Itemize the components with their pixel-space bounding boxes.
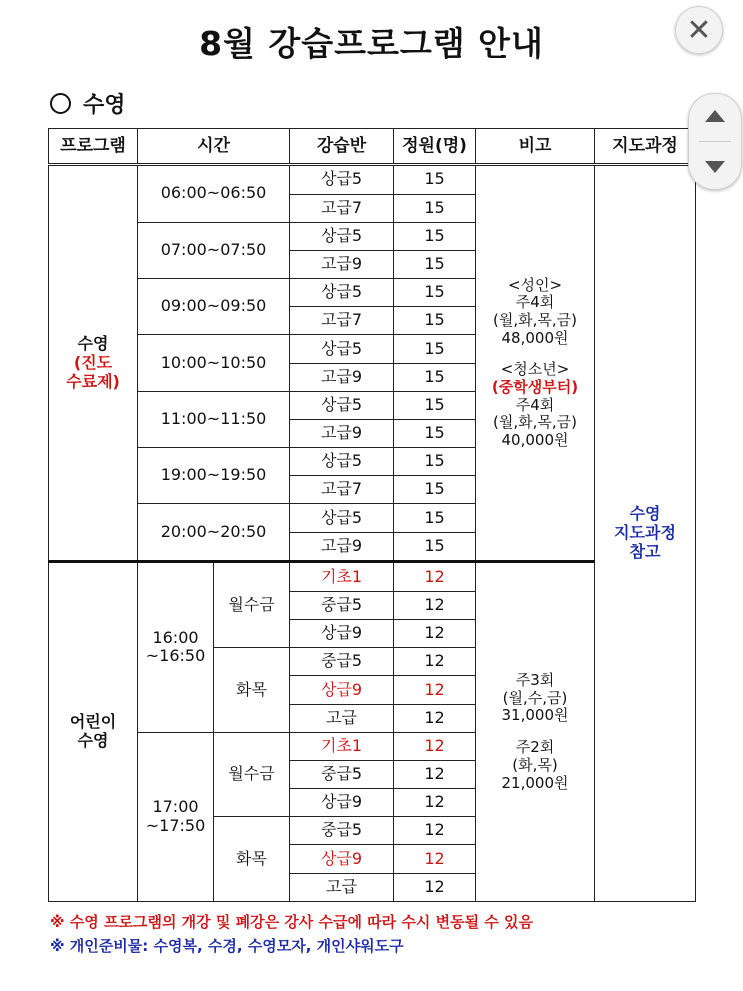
kids-note-cell: 주3회 (월,수,금) 31,000원 주2회 (화,목) 21,000원: [476, 562, 595, 902]
capacity-cell: 15: [394, 222, 476, 250]
class-cell: 고급: [290, 704, 394, 732]
capacity-cell: 15: [394, 391, 476, 419]
close-icon: ✕: [686, 12, 712, 48]
class-cell: 고급9: [290, 419, 394, 447]
chevron-up-icon[interactable]: [705, 110, 725, 122]
class-cell: 기초1: [290, 562, 394, 592]
class-cell: 고급7: [290, 307, 394, 335]
capacity-cell: 15: [394, 165, 476, 195]
class-cell: 상급5: [290, 165, 394, 195]
capacity-cell: 15: [394, 448, 476, 476]
capacity-cell: 15: [394, 279, 476, 307]
header-note: 비고: [476, 129, 595, 165]
section-heading: [50, 88, 126, 119]
class-cell: 상급9: [290, 845, 394, 873]
time-cell: 09:00~09:50: [138, 279, 290, 335]
class-cell: 상급5: [290, 504, 394, 532]
capacity-cell: 12: [394, 845, 476, 873]
class-cell: 중급5: [290, 760, 394, 788]
remark-line: ※ 수영 프로그램의 개강 및 폐강은 강사 수급에 따라 수시 변동될 수 있음: [50, 913, 533, 931]
class-cell: 상급5: [290, 391, 394, 419]
class-cell: 고급9: [290, 532, 394, 562]
time-cell: 07:00~07:50: [138, 222, 290, 278]
days-cell: 화목: [214, 817, 290, 902]
capacity-cell: 12: [394, 591, 476, 619]
days-cell: 월수금: [214, 732, 290, 817]
capacity-cell: 12: [394, 648, 476, 676]
class-cell: 고급: [290, 873, 394, 901]
remark-line: ※ 개인준비물: 수영복, 수경, 수영모자, 개인샤워도구: [50, 937, 404, 955]
capacity-cell: 15: [394, 335, 476, 363]
kids-program-cell: 어린이 수영: [49, 562, 138, 902]
time-cell: 10:00~10:50: [138, 335, 290, 391]
time-cell: 19:00~19:50: [138, 448, 290, 504]
header-row: [49, 129, 696, 165]
capacity-cell: 12: [394, 704, 476, 732]
header-program: 프로그램: [49, 129, 138, 165]
adult-note-cell: <성인> 주4회 (월,화,목,금) 48,000원 <청소년> (중학생부터) 주4회 (월,화,목,금) 40,000원: [476, 165, 595, 562]
capacity-cell: 15: [394, 532, 476, 562]
header-class: 강습반: [290, 129, 394, 165]
capacity-cell: 15: [394, 194, 476, 222]
kids-time-cell: 16:00 ~16:50: [138, 562, 214, 732]
days-cell: 화목: [214, 648, 290, 733]
class-cell: 고급9: [290, 250, 394, 278]
kids-time-cell: 17:00 ~17:50: [138, 732, 214, 901]
class-cell: 중급5: [290, 817, 394, 845]
time-cell: 20:00~20:50: [138, 504, 290, 562]
page-title: 8월 강습프로그램 안내: [199, 24, 544, 63]
class-cell: 고급7: [290, 194, 394, 222]
class-cell: 고급9: [290, 363, 394, 391]
capacity-cell: 15: [394, 419, 476, 447]
class-cell: 상급5: [290, 448, 394, 476]
guide-cell: 수영 지도과정 참고: [595, 165, 696, 902]
capacity-cell: 12: [394, 620, 476, 648]
header-time: 시간: [138, 129, 290, 165]
class-cell: 상급9: [290, 789, 394, 817]
header-capacity: 정원(명): [394, 129, 476, 165]
class-cell: 상급5: [290, 222, 394, 250]
class-cell: 상급5: [290, 279, 394, 307]
class-cell: 상급5: [290, 335, 394, 363]
class-cell: 중급5: [290, 591, 394, 619]
capacity-cell: 12: [394, 873, 476, 901]
capacity-cell: 12: [394, 676, 476, 704]
days-cell: 월수금: [214, 562, 290, 648]
capacity-cell: 12: [394, 789, 476, 817]
time-cell: 11:00~11:50: [138, 391, 290, 447]
capacity-cell: 12: [394, 562, 476, 592]
close-button[interactable]: [675, 6, 723, 54]
remarks: [50, 910, 533, 958]
class-cell: 고급7: [290, 476, 394, 504]
time-cell: 06:00~06:50: [138, 165, 290, 223]
class-cell: 상급9: [290, 620, 394, 648]
capacity-cell: 12: [394, 817, 476, 845]
capacity-cell: 15: [394, 504, 476, 532]
circle-bullet-icon: [50, 93, 71, 114]
adult-program-cell: 수영 (진도 수료제): [49, 165, 138, 562]
class-cell: 상급9: [290, 676, 394, 704]
capacity-cell: 12: [394, 732, 476, 760]
capacity-cell: 15: [394, 307, 476, 335]
table-row: [49, 165, 696, 195]
capacity-cell: 12: [394, 760, 476, 788]
capacity-cell: 15: [394, 363, 476, 391]
capacity-cell: 15: [394, 476, 476, 504]
section-title: 수영: [83, 93, 126, 118]
class-cell: 중급5: [290, 648, 394, 676]
chevron-down-icon[interactable]: [705, 161, 725, 173]
capacity-cell: 15: [394, 250, 476, 278]
schedule-table: [48, 128, 696, 902]
class-cell: 기초1: [290, 732, 394, 760]
header-guide: 지도과정: [595, 129, 696, 165]
scroll-control: [688, 93, 742, 190]
